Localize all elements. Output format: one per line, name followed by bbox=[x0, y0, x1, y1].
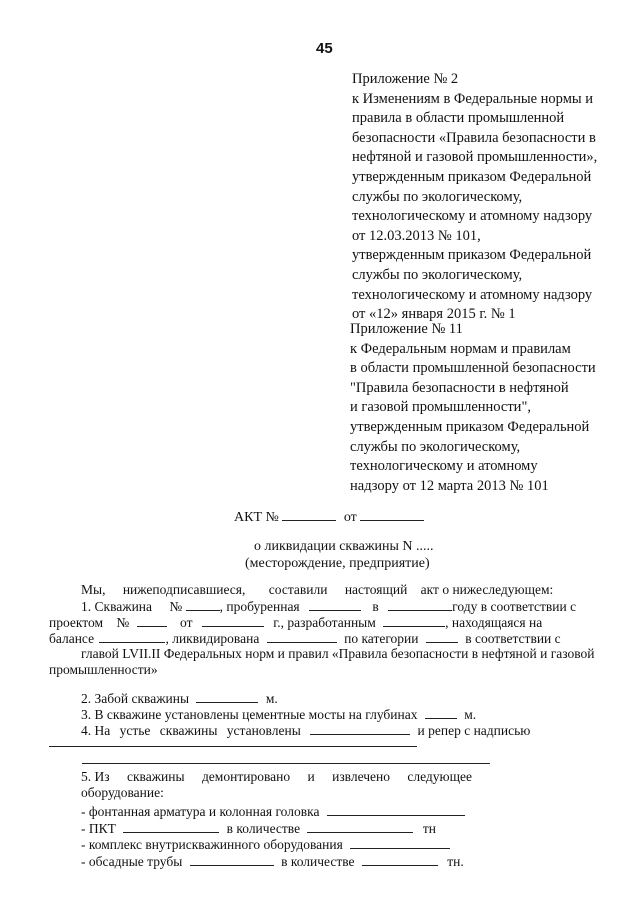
p2-text: м. bbox=[265, 691, 278, 706]
bridge-depth-blank[interactable] bbox=[425, 706, 457, 719]
p2-text: 2. Забой скважины bbox=[81, 691, 190, 706]
p1-text: от bbox=[180, 615, 193, 630]
p1-line-5: промышленности» bbox=[49, 662, 158, 677]
appendix-line: к Федеральным нормам и правилам bbox=[350, 340, 571, 357]
appendix-line: в области промышленной безопасности bbox=[350, 360, 596, 377]
p1-text: балансе bbox=[49, 631, 95, 646]
act-subtitle: о ликвидации скважины N ..... bbox=[254, 539, 434, 554]
intro-word: Мы, bbox=[81, 582, 106, 597]
p5-line-6 bbox=[81, 853, 464, 870]
p4-text: скважины bbox=[159, 723, 218, 738]
p3-text: м. bbox=[464, 707, 477, 722]
appendix-line: от «12» января 2015 г. № 1 bbox=[352, 306, 516, 323]
act-number-blank[interactable] bbox=[282, 508, 336, 521]
p5-text: и bbox=[307, 769, 315, 784]
p2-line bbox=[81, 690, 278, 707]
casing-blank[interactable] bbox=[190, 853, 274, 866]
act-from-label: от bbox=[343, 510, 357, 525]
p1-text: 1. Скважина bbox=[81, 599, 153, 614]
p1-line-3 bbox=[49, 630, 561, 647]
p5-text: в количестве bbox=[281, 854, 355, 869]
p1-line-4: главой LVII.II Федеральных норм и правил «Правила безопасности в нефтяной и газовой bbox=[81, 646, 595, 661]
p5-text: тн bbox=[422, 821, 436, 836]
p5-line-4 bbox=[81, 820, 436, 837]
intro-word: настоящий bbox=[344, 582, 408, 597]
p1-text: , находящаяся на bbox=[445, 615, 543, 630]
p1-text: проектом bbox=[49, 615, 104, 630]
p4-text: и репер с надписью bbox=[417, 723, 531, 738]
act-label: АКТ № bbox=[234, 510, 279, 525]
appendix-line: Приложение № 2 bbox=[352, 71, 459, 87]
p1-text: в соответствии с bbox=[465, 631, 561, 646]
drilled-by-blank[interactable] bbox=[309, 598, 361, 611]
appendix-line: технологическому и атомному надзору bbox=[352, 208, 593, 225]
appendix-line: "Правила безопасности в нефтяной bbox=[350, 379, 569, 396]
tubing-quantity-blank[interactable] bbox=[307, 820, 413, 833]
appendix-line: безопасности «Правила безопасности в bbox=[352, 129, 596, 146]
tubing-blank[interactable] bbox=[123, 820, 219, 833]
wellhead-equipment-blank[interactable] bbox=[327, 803, 465, 816]
intro-line bbox=[81, 582, 553, 598]
appendix-line: надзору от 12 марта 2013 № 101 bbox=[350, 477, 549, 494]
appendix-line: правила в области промышленной bbox=[352, 110, 565, 127]
p5-text: 5. Из bbox=[81, 769, 110, 784]
p4-text: 4. На bbox=[81, 723, 111, 738]
installed-blank[interactable] bbox=[310, 722, 410, 735]
act-date-blank[interactable] bbox=[360, 508, 424, 521]
act-title-line bbox=[234, 508, 424, 526]
bottomhole-blank[interactable] bbox=[196, 690, 258, 703]
p5-line-5 bbox=[81, 836, 450, 853]
downhole-complex-blank[interactable] bbox=[350, 836, 450, 849]
p1-line-2 bbox=[49, 614, 542, 631]
p5-text: - фонтанная арматура и колонная головка bbox=[81, 804, 320, 819]
p1-text: , ликвидирована bbox=[165, 631, 260, 646]
p1-text: г., разработанным bbox=[273, 615, 376, 630]
appendix-line: и газовой промышленности", bbox=[350, 399, 531, 416]
p5-text: - ПКТ bbox=[81, 821, 116, 836]
appendix-line: к Изменениям в Федеральные нормы и bbox=[352, 90, 594, 107]
liquidated-by-blank[interactable] bbox=[267, 630, 337, 643]
p5-text: скважины bbox=[126, 769, 185, 784]
developer-blank[interactable] bbox=[383, 614, 445, 627]
p5-text: демонтировано bbox=[201, 769, 291, 784]
appendix-2-header bbox=[352, 70, 597, 325]
intro-word: акт о нижеследующем: bbox=[420, 582, 554, 597]
appendix-line: нефтяной и газовой промышленности», bbox=[352, 149, 598, 166]
p1-text: в bbox=[372, 599, 379, 614]
p5-text: извлечено bbox=[332, 769, 390, 784]
appendix-line: Приложение № 11 bbox=[350, 321, 463, 337]
p5-text: - обсадные трубы bbox=[81, 854, 183, 869]
p1-text: по категории bbox=[344, 631, 419, 646]
p4-text: устье bbox=[119, 723, 151, 738]
appendix-line: от 12.03.2013 № 101, bbox=[352, 227, 481, 244]
p5-text: тн. bbox=[447, 854, 464, 869]
appendix-line: службы по экологическому, bbox=[352, 266, 523, 283]
p1-text: № bbox=[169, 599, 183, 614]
casing-quantity-blank[interactable] bbox=[362, 853, 438, 866]
year-blank[interactable] bbox=[388, 598, 452, 611]
p1-line-1 bbox=[81, 598, 576, 615]
p1-text: , пробуренная bbox=[219, 599, 300, 614]
p3-text: 3. В скважине установлены цементные мосты на глубинах bbox=[81, 707, 418, 722]
intro-word: нижеподписавшиеся, bbox=[122, 582, 246, 597]
balance-holder-blank[interactable] bbox=[99, 630, 165, 643]
well-number-blank[interactable] bbox=[186, 598, 220, 611]
project-number-blank[interactable] bbox=[137, 614, 167, 627]
p5-line-2: оборудование: bbox=[81, 785, 164, 800]
benchmark-inscription-blank-2[interactable] bbox=[82, 763, 490, 764]
p5-text: - комплекс внутрискважинного оборудования bbox=[81, 837, 343, 852]
p1-text: году в соответствии с bbox=[452, 599, 577, 614]
p4-text: установлены bbox=[226, 723, 301, 738]
page-number: 45 bbox=[316, 40, 333, 57]
p3-line bbox=[81, 706, 476, 723]
act-subtitle-2: (месторождение, предприятие) bbox=[245, 556, 430, 571]
project-date-blank[interactable] bbox=[202, 614, 264, 627]
p1-text: № bbox=[116, 615, 130, 630]
p5-line-1 bbox=[81, 769, 472, 785]
p4-line bbox=[81, 722, 530, 739]
appendix-line: утвержденным приказом Федеральной bbox=[350, 418, 590, 435]
p5-line-3 bbox=[81, 803, 465, 820]
appendix-line: технологическому и атомному bbox=[350, 458, 538, 475]
p5-text: следующее bbox=[407, 769, 473, 784]
benchmark-inscription-blank[interactable] bbox=[49, 746, 417, 747]
appendix-line: службы по экологическому, bbox=[352, 188, 523, 205]
category-blank[interactable] bbox=[426, 630, 458, 643]
appendix-line: технологическому и атомному надзору bbox=[352, 286, 593, 303]
appendix-11-header bbox=[350, 320, 596, 496]
appendix-line: утвержденным приказом Федеральной bbox=[352, 247, 592, 264]
appendix-line: утвержденным приказом Федеральной bbox=[352, 168, 592, 185]
p5-text: в количестве bbox=[226, 821, 301, 836]
appendix-line: службы по экологическому, bbox=[350, 438, 521, 455]
intro-word: составили bbox=[268, 582, 328, 597]
